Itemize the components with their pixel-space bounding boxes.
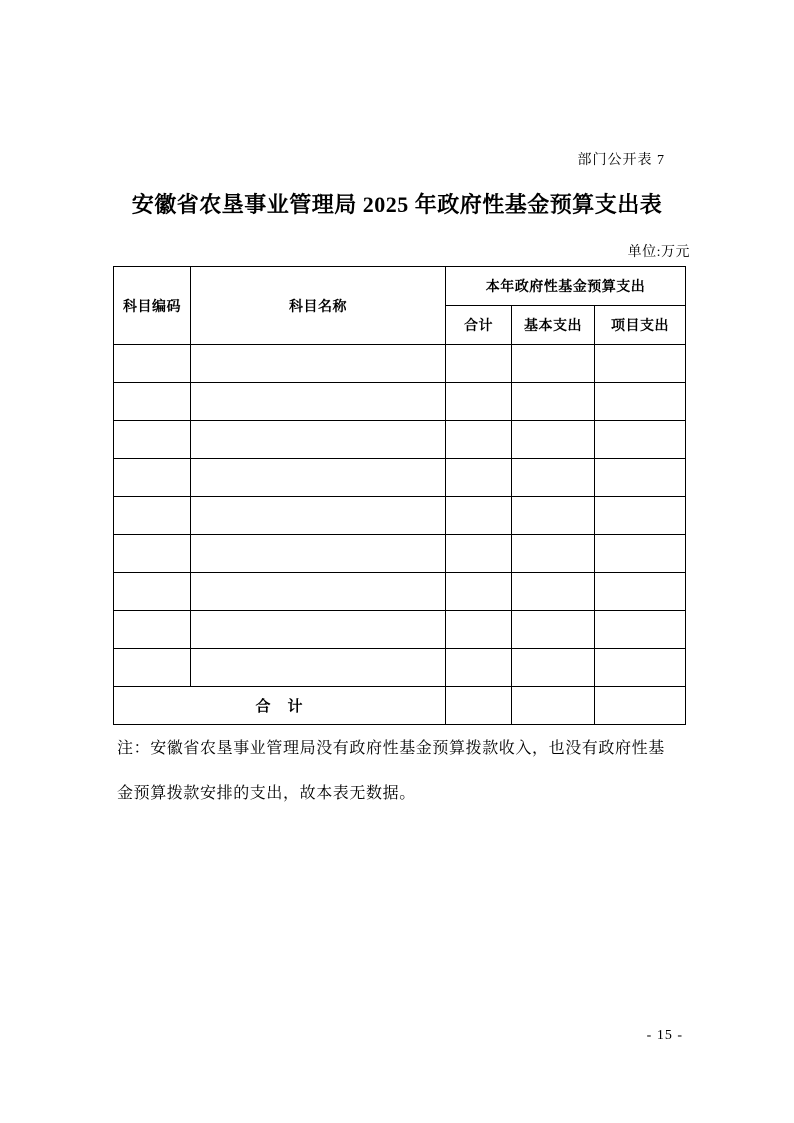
cell-basic: [512, 611, 595, 649]
cell-name: [191, 535, 446, 573]
cell-code: [114, 611, 191, 649]
footnote-line-2: 金预算拨款安排的支出，故本表无数据。: [117, 785, 416, 802]
column-header-subject-code: 科目编码: [114, 267, 191, 345]
cell-basic: [512, 497, 595, 535]
cell-name: [191, 611, 446, 649]
table-row: [114, 383, 686, 421]
cell-name: [191, 497, 446, 535]
cell-project: [595, 383, 686, 421]
cell-basic: [512, 459, 595, 497]
page-number: - 15 -: [646, 1028, 683, 1043]
cell-project: [595, 345, 686, 383]
cell-project: [595, 421, 686, 459]
budget-table: [113, 266, 686, 725]
footnote-line-1: 注：安徽省农垦事业管理局没有政府性基金预算拨款收入，也没有政府性基: [117, 740, 665, 757]
total-row-basic: [512, 687, 595, 725]
table-row: [114, 649, 686, 687]
cell-code: [114, 649, 191, 687]
cell-project: [595, 649, 686, 687]
table-header-row-1: [114, 267, 686, 306]
total-row-label: 合 计: [114, 687, 446, 725]
table-row: [114, 573, 686, 611]
table-row: [114, 345, 686, 383]
cell-name: [191, 459, 446, 497]
cell-basic: [512, 345, 595, 383]
cell-code: [114, 383, 191, 421]
table-row: [114, 459, 686, 497]
column-header-total: 合计: [446, 306, 512, 345]
cell-total: [446, 611, 512, 649]
cell-basic: [512, 383, 595, 421]
cell-total: [446, 459, 512, 497]
cell-name: [191, 573, 446, 611]
cell-total: [446, 535, 512, 573]
cell-total: [446, 345, 512, 383]
cell-name: [191, 649, 446, 687]
unit-label: 单位:万元: [627, 245, 690, 260]
cell-name: [191, 421, 446, 459]
cell-total: [446, 383, 512, 421]
column-header-basic-expenditure: 基本支出: [512, 306, 595, 345]
doc-label: 部门公开表 7: [577, 153, 665, 168]
cell-basic: [512, 535, 595, 573]
cell-code: [114, 573, 191, 611]
cell-basic: [512, 573, 595, 611]
table-row: [114, 497, 686, 535]
cell-name: [191, 345, 446, 383]
cell-code: [114, 459, 191, 497]
table-row: [114, 421, 686, 459]
cell-project: [595, 535, 686, 573]
table-row: [114, 535, 686, 573]
cell-total: [446, 649, 512, 687]
cell-project: [595, 497, 686, 535]
cell-total: [446, 421, 512, 459]
cell-total: [446, 497, 512, 535]
column-header-subject-name: 科目名称: [191, 267, 446, 345]
total-row-project: [595, 687, 686, 725]
cell-total: [446, 573, 512, 611]
cell-code: [114, 345, 191, 383]
cell-project: [595, 459, 686, 497]
cell-code: [114, 421, 191, 459]
cell-project: [595, 573, 686, 611]
column-header-group: 本年政府性基金预算支出: [446, 267, 686, 306]
cell-code: [114, 497, 191, 535]
total-row-total: [446, 687, 512, 725]
cell-project: [595, 611, 686, 649]
cell-name: [191, 383, 446, 421]
table-row: [114, 611, 686, 649]
footnote: [117, 726, 692, 816]
cell-basic: [512, 649, 595, 687]
table-total-row: [114, 687, 686, 725]
page-title: 安徽省农垦事业管理局 2025 年政府性基金预算支出表: [131, 192, 663, 217]
column-header-project-expenditure: 项目支出: [595, 306, 686, 345]
cell-basic: [512, 421, 595, 459]
cell-code: [114, 535, 191, 573]
